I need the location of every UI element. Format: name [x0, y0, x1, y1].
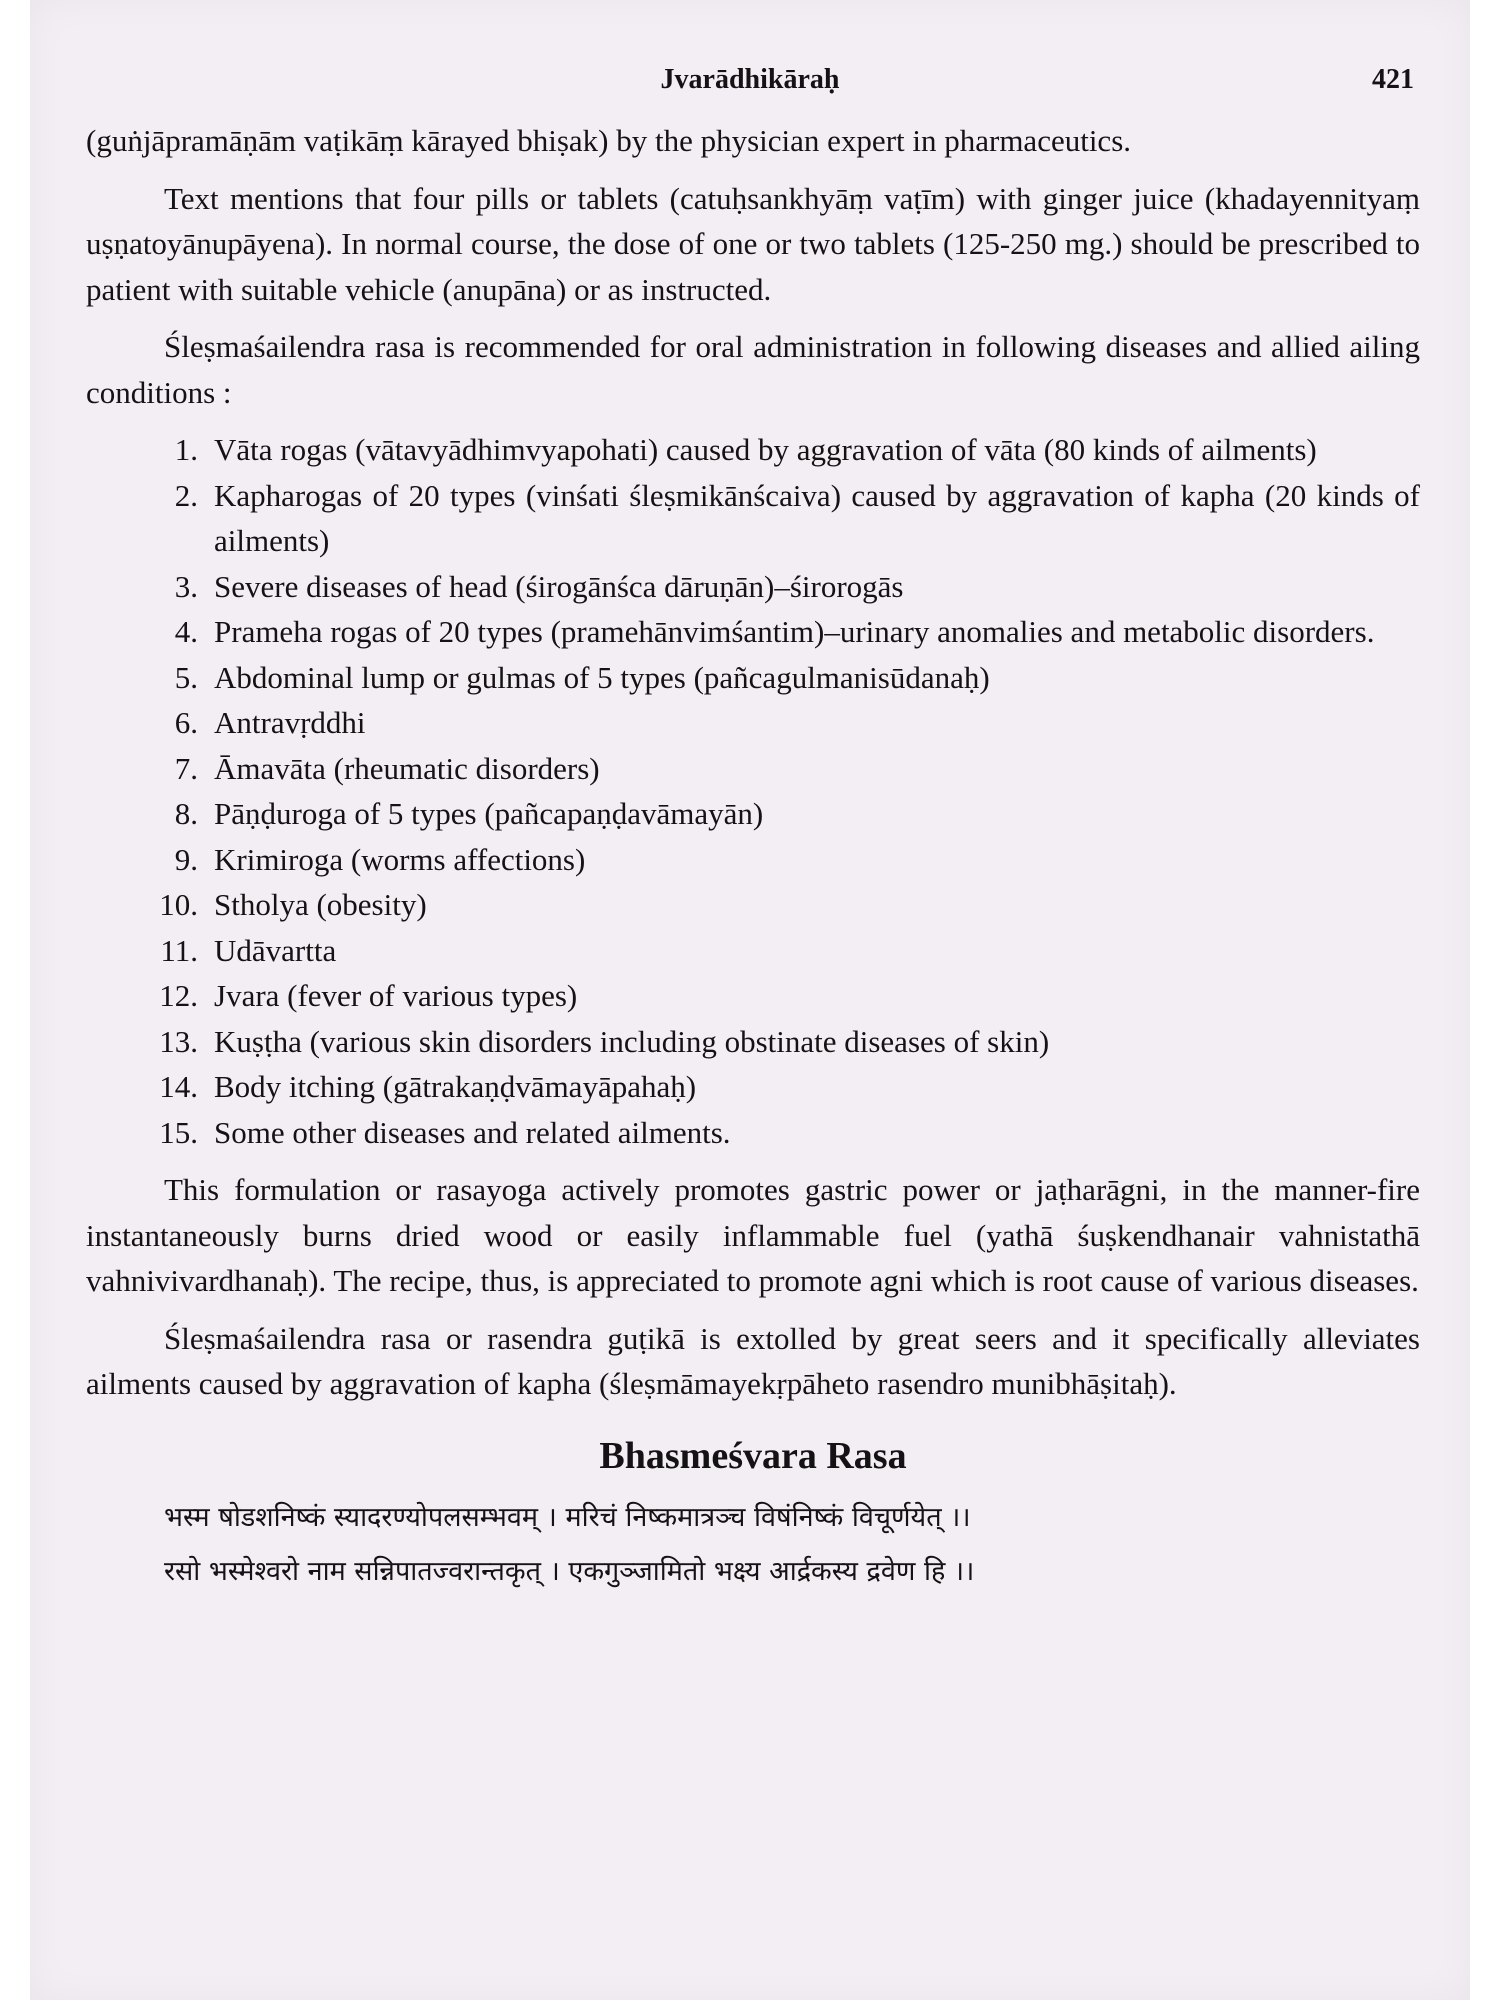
list-item [86, 655, 1420, 701]
paragraph-gastric-power: This formulation or rasayoga actively promotes gastric power or jaṭharāgni, in the manner-fire instantaneously burns dried wood or easily inflammable fuel (yathā śuṣkendhanair vahnistathā vahnivivardhanaḥ). The recipe, thus, is appreciated to promote agni which is root cause of various diseases. [86, 1172, 1420, 1298]
list-item [86, 882, 1420, 928]
chapter-title: Jvarādhikāraḥ [660, 64, 840, 95]
sanskrit-verse-line-2: रसो भस्मेश्वरो नाम सन्निपातज्वरान्तकृत् । एकगुञ्जामितो भक्ष्य आर्द्रकस्य द्रवेण हि ।। [164, 1555, 975, 1587]
sanskrit-verse-line-1: भस्म षोडशनिष्कं स्यादरण्योपलसम्भवम् । मरिचं निष्कमात्रञ्च विषंनिष्कं विचूर्णयेत् ।। [164, 1501, 971, 1533]
list-item [86, 564, 1420, 610]
list-item-number: 1. [174, 432, 198, 467]
list-item-number: 8. [174, 796, 198, 831]
list-item-text: Body itching (gātrakaṇḍvāmayāpahaḥ) [214, 1069, 697, 1104]
list-item-text: Prameha rogas of 20 types (pramehānvimśantim)–urinary anomalies and metabolic disorders. [214, 614, 1375, 649]
list-item-text: Jvara (fever of various types) [214, 978, 578, 1013]
list-item-number: 3. [174, 568, 198, 604]
running-header [86, 64, 1414, 104]
list-item-text: Some other diseases and related ailments. [214, 1114, 731, 1150]
list-item [86, 746, 1420, 792]
list-item-text: Pāṇḍuroga of 5 types (pañcapaṇḍavāmayān) [214, 796, 764, 831]
paragraph-continuation: (guṅjāpramāṇām vaṭikāṃ kārayed bhiṣak) by the physician expert in pharmaceutics. [86, 123, 1132, 158]
list-item-number: 7. [174, 750, 198, 786]
list-item-number: 6. [174, 705, 198, 740]
list-item [86, 609, 1420, 655]
list-item-text: Āmavāta (rheumatic disorders) [214, 750, 600, 786]
page-number: 421 [1372, 64, 1414, 95]
list-item-number: 4. [174, 614, 198, 649]
list-item-text: Vāta rogas (vātavyādhimvyapohati) caused by aggravation of vāta (80 kinds of ailments) [214, 432, 1317, 467]
list-item [86, 1064, 1420, 1110]
list-item [86, 928, 1420, 974]
list-item [86, 837, 1420, 883]
list-item [86, 973, 1420, 1019]
list-item [86, 1110, 1420, 1156]
list-item-number: 10. [159, 887, 198, 922]
list-item-number: 12. [159, 978, 198, 1013]
list-item-number: 9. [174, 841, 198, 877]
paragraph-kapha: Śleṣmaśailendra rasa or rasendra guṭikā is extolled by great seers and it specifically alleviates ailments caused by aggravation of kapha (śleṣmāmayekṛpāheto rasendro munibhāṣitaḥ). [86, 1320, 1420, 1401]
ailments-list [86, 427, 1420, 1155]
list-item [86, 427, 1420, 473]
list-item [86, 1019, 1420, 1065]
list-item-text: Kapharogas of 20 types (vinśati śleṣmikānścaiva) caused by aggravation of kapha (20 kinds of ailments) [214, 477, 1420, 558]
list-item-number: 15. [159, 1114, 198, 1150]
paragraph-indications-intro: Śleṣmaśailendra rasa is recommended for oral administration in following diseases and allied ailing conditions : [86, 329, 1420, 410]
list-item-number: 2. [174, 477, 198, 513]
list-item-text: Udāvartta [214, 932, 337, 968]
list-item-text: Abdominal lump or gulmas of 5 types (pañcagulmanisūdanaḥ) [214, 659, 990, 695]
list-item-text: Krimiroga (worms affections) [214, 841, 586, 877]
list-item [86, 700, 1420, 746]
paragraph-dosage: Text mentions that four pills or tablets (catuḥsankhyāṃ vaṭīm) with ginger juice (khadayennityaṃ uṣṇatoyānupāyena). In normal course, the dose of one or two tablets (125-250 mg.) should be prescribed to patient with suitable vehicle (anupāna) or as instructed. [86, 180, 1420, 307]
list-item [86, 791, 1420, 837]
list-item [86, 473, 1420, 564]
book-page [30, 0, 1470, 2000]
list-item-number: 11. [160, 932, 198, 968]
list-item-number: 14. [159, 1069, 198, 1104]
list-item-number: 13. [159, 1023, 198, 1059]
section-heading: Bhasmeśvara Rasa [599, 1434, 907, 1477]
list-item-text: Severe diseases of head (śirogānśca dāruṇān)–śirorogās [214, 568, 904, 604]
list-item-number: 5. [174, 659, 198, 695]
list-item-text: Stholya (obesity) [214, 887, 427, 922]
list-item-text: Kuṣṭha (various skin disorders including obstinate diseases of skin) [214, 1023, 1050, 1059]
list-item-text: Antravṛddhi [214, 705, 366, 740]
page-body [86, 118, 1420, 1599]
